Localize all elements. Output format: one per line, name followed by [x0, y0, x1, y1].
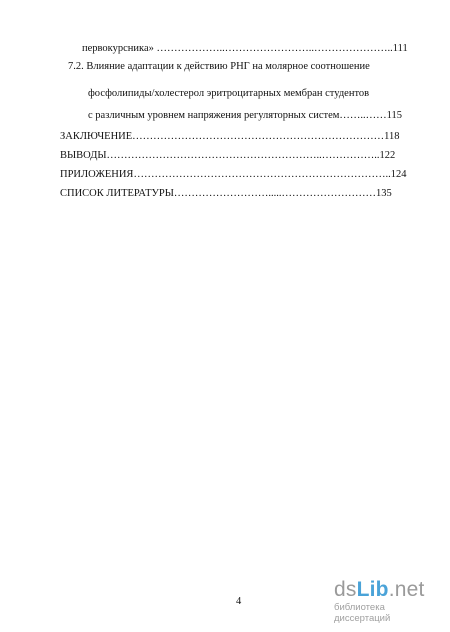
toc-entry-spisok-literatury: СПИСОК ЛИТЕРАТУРЫ……………………….....………………………135	[60, 188, 392, 199]
toc-entry-7-2-title-line-1: 7.2. Влияние адаптации к действию РНГ на молярное соотношение	[68, 61, 370, 72]
watermark-subtitle: библиотека диссертаций	[334, 602, 391, 624]
toc-entry-pervokursnika: первокурсника» ………………..……………………..…………………..111	[82, 43, 408, 54]
page-number: 4	[236, 596, 242, 607]
toc-entry-vyvody: ВЫВОДЫ……………………………………………………..……………..122	[60, 150, 396, 161]
toc-entry-7-2-title-line-2: фосфолипиды/холестерол эритроцитарных мембран студентов	[88, 88, 370, 99]
toc-entry-7-2-title-line-3: с различным уровнем напряжения регуляторных систем……..……115	[88, 110, 403, 121]
watermark-brand-accent: Lib	[356, 578, 389, 601]
watermark-brand	[334, 579, 432, 601]
dslib-watermark-logo	[334, 579, 432, 624]
watermark-brand-suffix: .net	[388, 578, 425, 601]
toc-entry-zaklyuchenie: ЗАКЛЮЧЕНИЕ………………………………………………………………118	[60, 131, 400, 142]
toc-entry-prilozheniya: ПРИЛОЖЕНИЯ………………………………………………………………..124	[60, 169, 407, 180]
watermark-brand-prefix: ds	[334, 578, 357, 601]
